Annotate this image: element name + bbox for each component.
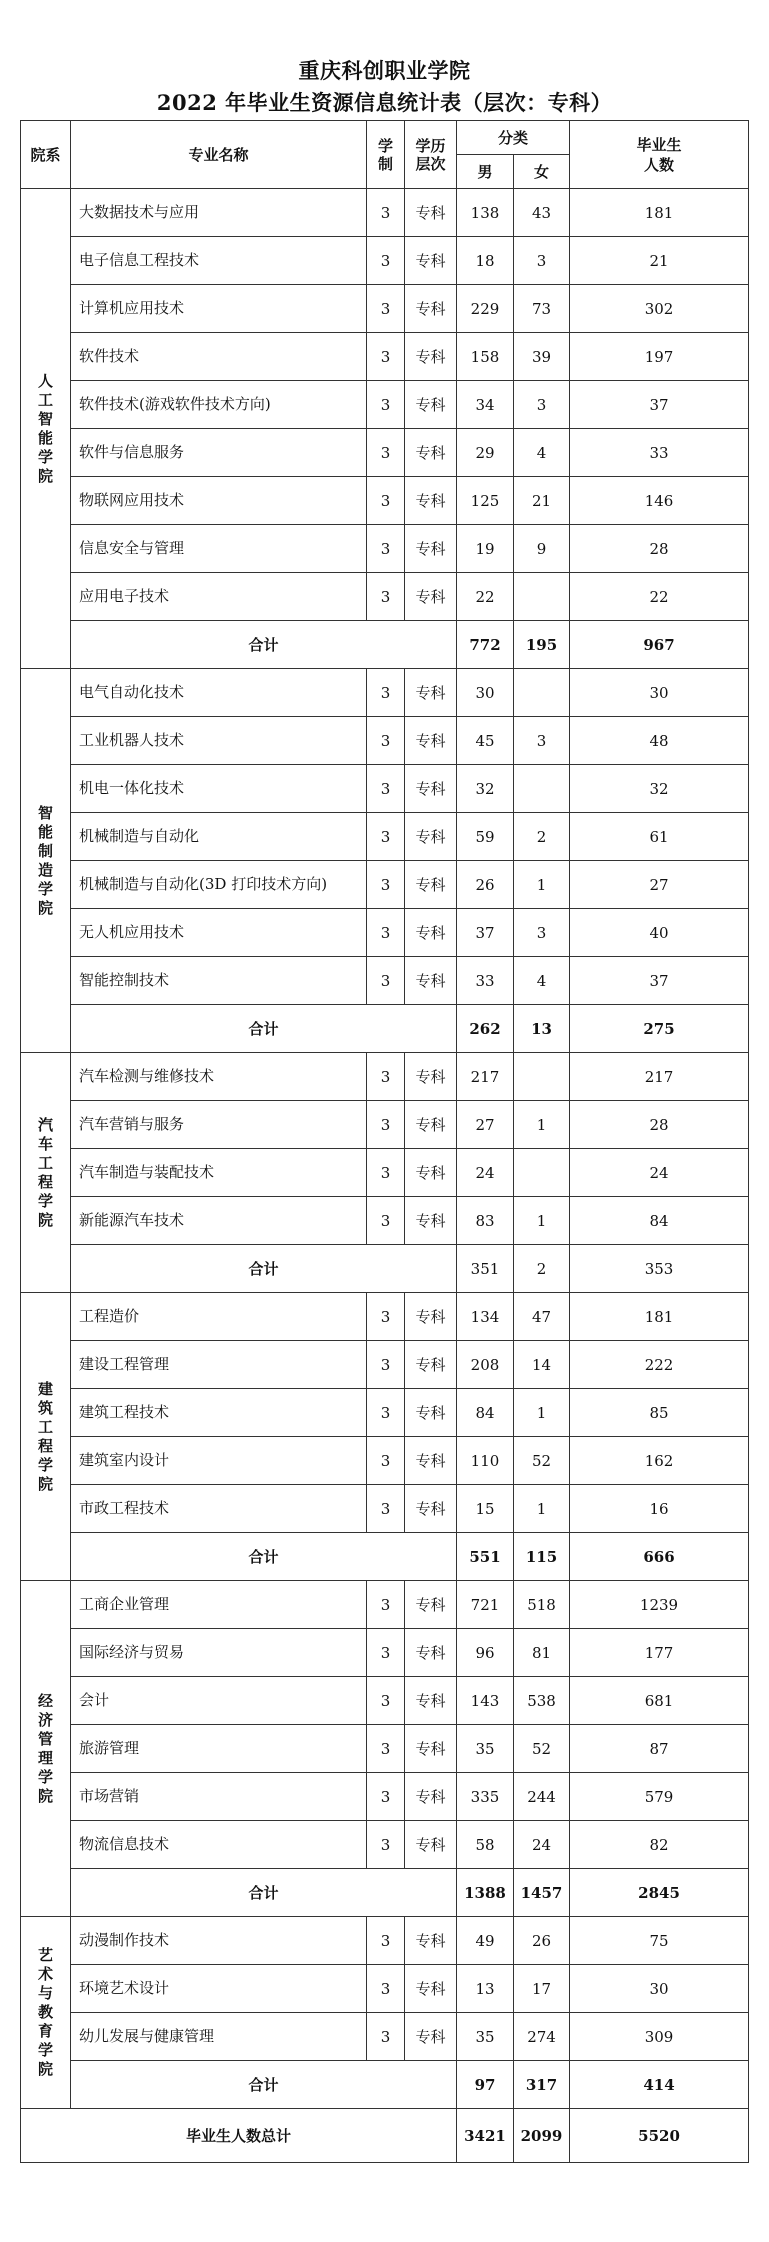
subtotal-male: 97 bbox=[457, 2061, 514, 2109]
male-count: 22 bbox=[457, 573, 514, 621]
subtotal-male: 551 bbox=[457, 1533, 514, 1581]
subtotal-male: 1388 bbox=[457, 1869, 514, 1917]
major-name: 大数据技术与应用 bbox=[71, 189, 367, 237]
years-cell: 3 bbox=[367, 1725, 405, 1773]
major-name: 会计 bbox=[71, 1677, 367, 1725]
level-cell: 专科 bbox=[405, 333, 457, 381]
female-count: 26 bbox=[514, 1917, 570, 1965]
years-cell: 3 bbox=[367, 285, 405, 333]
header-female: 女 bbox=[514, 155, 570, 189]
total-count: 28 bbox=[570, 525, 749, 573]
grand-total-total: 5520 bbox=[570, 2109, 749, 2163]
major-name: 智能控制技术 bbox=[71, 957, 367, 1005]
major-name: 电子信息工程技术 bbox=[71, 237, 367, 285]
female-count: 17 bbox=[514, 1965, 570, 2013]
table-row bbox=[21, 957, 749, 1005]
dept-name: 艺术与教育学院 bbox=[37, 1946, 53, 2078]
female-count: 39 bbox=[514, 333, 570, 381]
total-count: 177 bbox=[570, 1629, 749, 1677]
table-body bbox=[21, 189, 749, 2163]
level-cell: 专科 bbox=[405, 669, 457, 717]
female-count: 52 bbox=[514, 1437, 570, 1485]
major-name: 市场营销 bbox=[71, 1773, 367, 1821]
major-name: 机电一体化技术 bbox=[71, 765, 367, 813]
total-count: 162 bbox=[570, 1437, 749, 1485]
major-name: 环境艺术设计 bbox=[71, 1965, 367, 2013]
title-block bbox=[20, 55, 749, 119]
grand-total-female: 2099 bbox=[514, 2109, 570, 2163]
male-count: 35 bbox=[457, 2013, 514, 2061]
major-name: 旅游管理 bbox=[71, 1725, 367, 1773]
dept-name-cell bbox=[21, 1053, 71, 1293]
male-count: 35 bbox=[457, 1725, 514, 1773]
total-count: 21 bbox=[570, 237, 749, 285]
table-row bbox=[21, 1389, 749, 1437]
major-name: 软件技术(游戏软件技术方向) bbox=[71, 381, 367, 429]
major-name: 软件技术 bbox=[71, 333, 367, 381]
major-name: 汽车制造与装配技术 bbox=[71, 1149, 367, 1197]
major-name: 工业机器人技术 bbox=[71, 717, 367, 765]
female-count: 9 bbox=[514, 525, 570, 573]
male-count: 33 bbox=[457, 957, 514, 1005]
subtotal-total: 353 bbox=[570, 1245, 749, 1293]
total-count: 28 bbox=[570, 1101, 749, 1149]
female-count: 538 bbox=[514, 1677, 570, 1725]
level-cell: 专科 bbox=[405, 429, 457, 477]
total-count: 302 bbox=[570, 285, 749, 333]
female-count: 24 bbox=[514, 1821, 570, 1869]
table-row bbox=[21, 1341, 749, 1389]
female-count: 518 bbox=[514, 1581, 570, 1629]
male-count: 83 bbox=[457, 1197, 514, 1245]
total-count: 24 bbox=[570, 1149, 749, 1197]
female-count bbox=[514, 1053, 570, 1101]
level-cell: 专科 bbox=[405, 813, 457, 861]
total-count: 37 bbox=[570, 381, 749, 429]
female-count: 3 bbox=[514, 909, 570, 957]
years-cell: 3 bbox=[367, 1773, 405, 1821]
table-row bbox=[21, 813, 749, 861]
level-cell: 专科 bbox=[405, 1437, 457, 1485]
total-count: 22 bbox=[570, 573, 749, 621]
table-row bbox=[21, 189, 749, 237]
dept-name: 经济管理学院 bbox=[37, 1691, 53, 1805]
graduate-stats-table bbox=[20, 120, 749, 2163]
level-cell: 专科 bbox=[405, 237, 457, 285]
level-cell: 专科 bbox=[405, 765, 457, 813]
school-title: 重庆科创职业学院 bbox=[298, 58, 471, 83]
female-count: 3 bbox=[514, 717, 570, 765]
dept-name: 智能制造学院 bbox=[37, 803, 53, 917]
total-count: 75 bbox=[570, 1917, 749, 1965]
major-name: 建设工程管理 bbox=[71, 1341, 367, 1389]
female-count: 4 bbox=[514, 429, 570, 477]
subtotal-male: 351 bbox=[457, 1245, 514, 1293]
total-count: 181 bbox=[570, 1293, 749, 1341]
level-cell: 专科 bbox=[405, 1725, 457, 1773]
male-count: 45 bbox=[457, 717, 514, 765]
table-row bbox=[21, 909, 749, 957]
subtotal-label: 合计 bbox=[71, 1005, 457, 1053]
dept-name-cell bbox=[21, 189, 71, 669]
level-cell: 专科 bbox=[405, 1773, 457, 1821]
male-count: 19 bbox=[457, 525, 514, 573]
total-count: 217 bbox=[570, 1053, 749, 1101]
level-cell: 专科 bbox=[405, 1197, 457, 1245]
level-cell: 专科 bbox=[405, 381, 457, 429]
male-count: 134 bbox=[457, 1293, 514, 1341]
years-cell: 3 bbox=[367, 333, 405, 381]
years-cell: 3 bbox=[367, 573, 405, 621]
major-name: 汽车营销与服务 bbox=[71, 1101, 367, 1149]
years-cell: 3 bbox=[367, 1485, 405, 1533]
years-cell: 3 bbox=[367, 1965, 405, 2013]
level-cell: 专科 bbox=[405, 909, 457, 957]
total-count: 40 bbox=[570, 909, 749, 957]
male-count: 13 bbox=[457, 1965, 514, 2013]
total-count: 146 bbox=[570, 477, 749, 525]
level-cell: 专科 bbox=[405, 1389, 457, 1437]
subtotal-total: 967 bbox=[570, 621, 749, 669]
table-row bbox=[21, 333, 749, 381]
table-row bbox=[21, 861, 749, 909]
male-count: 208 bbox=[457, 1341, 514, 1389]
level-cell: 专科 bbox=[405, 477, 457, 525]
male-count: 110 bbox=[457, 1437, 514, 1485]
dept-name-cell bbox=[21, 1293, 71, 1581]
table-row bbox=[21, 429, 749, 477]
level-cell: 专科 bbox=[405, 717, 457, 765]
years-cell: 3 bbox=[367, 1917, 405, 1965]
total-count: 32 bbox=[570, 765, 749, 813]
table-row bbox=[21, 237, 749, 285]
major-name: 国际经济与贸易 bbox=[71, 1629, 367, 1677]
male-count: 27 bbox=[457, 1101, 514, 1149]
header-level: 学历层次 bbox=[405, 121, 457, 189]
subtotal-row bbox=[21, 1245, 749, 1293]
major-name: 建筑工程技术 bbox=[71, 1389, 367, 1437]
total-count: 579 bbox=[570, 1773, 749, 1821]
major-name: 工商企业管理 bbox=[71, 1581, 367, 1629]
female-count: 21 bbox=[514, 477, 570, 525]
male-count: 15 bbox=[457, 1485, 514, 1533]
subtotal-total: 275 bbox=[570, 1005, 749, 1053]
years-cell: 3 bbox=[367, 1341, 405, 1389]
total-count: 85 bbox=[570, 1389, 749, 1437]
female-count: 3 bbox=[514, 381, 570, 429]
total-count: 16 bbox=[570, 1485, 749, 1533]
female-count: 274 bbox=[514, 2013, 570, 2061]
major-name: 新能源汽车技术 bbox=[71, 1197, 367, 1245]
years-cell: 3 bbox=[367, 1677, 405, 1725]
female-count: 4 bbox=[514, 957, 570, 1005]
total-count: 1239 bbox=[570, 1581, 749, 1629]
table-row bbox=[21, 2013, 749, 2061]
subtotal-label: 合计 bbox=[71, 2061, 457, 2109]
years-cell: 3 bbox=[367, 1053, 405, 1101]
total-count: 87 bbox=[570, 1725, 749, 1773]
subtotal-total: 414 bbox=[570, 2061, 749, 2109]
table-row bbox=[21, 1629, 749, 1677]
total-count: 84 bbox=[570, 1197, 749, 1245]
female-count: 14 bbox=[514, 1341, 570, 1389]
major-name: 物联网应用技术 bbox=[71, 477, 367, 525]
male-count: 29 bbox=[457, 429, 514, 477]
level-cell: 专科 bbox=[405, 1101, 457, 1149]
table-row bbox=[21, 525, 749, 573]
years-cell: 3 bbox=[367, 1821, 405, 1869]
male-count: 138 bbox=[457, 189, 514, 237]
female-count bbox=[514, 1149, 570, 1197]
table-row bbox=[21, 1917, 749, 1965]
subtotal-female: 195 bbox=[514, 621, 570, 669]
subtotal-row bbox=[21, 2061, 749, 2109]
female-count: 1 bbox=[514, 1197, 570, 1245]
table-row bbox=[21, 1821, 749, 1869]
male-count: 158 bbox=[457, 333, 514, 381]
subtotal-row bbox=[21, 1869, 749, 1917]
male-count: 229 bbox=[457, 285, 514, 333]
total-count: 181 bbox=[570, 189, 749, 237]
total-count: 61 bbox=[570, 813, 749, 861]
grand-total-row bbox=[21, 2109, 749, 2163]
major-name: 汽车检测与维修技术 bbox=[71, 1053, 367, 1101]
header-dept: 院系 bbox=[21, 121, 71, 189]
table-row bbox=[21, 717, 749, 765]
table-row bbox=[21, 573, 749, 621]
table-row bbox=[21, 1773, 749, 1821]
male-count: 24 bbox=[457, 1149, 514, 1197]
subtotal-total: 666 bbox=[570, 1533, 749, 1581]
male-count: 49 bbox=[457, 1917, 514, 1965]
female-count: 244 bbox=[514, 1773, 570, 1821]
table-row bbox=[21, 1053, 749, 1101]
subtotal-female: 13 bbox=[514, 1005, 570, 1053]
major-name: 机械制造与自动化(3D 打印技术方向) bbox=[71, 861, 367, 909]
subtotal-female: 115 bbox=[514, 1533, 570, 1581]
major-name: 应用电子技术 bbox=[71, 573, 367, 621]
major-name: 动漫制作技术 bbox=[71, 1917, 367, 1965]
major-name: 建筑室内设计 bbox=[71, 1437, 367, 1485]
major-name: 市政工程技术 bbox=[71, 1485, 367, 1533]
years-cell: 3 bbox=[367, 957, 405, 1005]
level-cell: 专科 bbox=[405, 1629, 457, 1677]
total-count: 27 bbox=[570, 861, 749, 909]
dept-name-cell bbox=[21, 1581, 71, 1917]
years-cell: 3 bbox=[367, 669, 405, 717]
dept-name-cell bbox=[21, 669, 71, 1053]
dept-name: 人工智能学院 bbox=[37, 371, 53, 485]
dept-name: 建筑工程学院 bbox=[37, 1379, 53, 1493]
male-count: 30 bbox=[457, 669, 514, 717]
subtotal-label: 合计 bbox=[71, 1245, 457, 1293]
male-count: 217 bbox=[457, 1053, 514, 1101]
table-row bbox=[21, 669, 749, 717]
header-major: 专业名称 bbox=[71, 121, 367, 189]
years-cell: 3 bbox=[367, 1101, 405, 1149]
male-count: 34 bbox=[457, 381, 514, 429]
male-count: 59 bbox=[457, 813, 514, 861]
female-count bbox=[514, 765, 570, 813]
grand-total-male: 3421 bbox=[457, 2109, 514, 2163]
header-category: 分类 bbox=[457, 121, 570, 155]
female-count bbox=[514, 573, 570, 621]
table-title: 2022 年毕业生资源信息统计表（层次：专科） bbox=[156, 90, 613, 115]
female-count: 81 bbox=[514, 1629, 570, 1677]
subtotal-label: 合计 bbox=[71, 1869, 457, 1917]
female-count: 1 bbox=[514, 861, 570, 909]
level-cell: 专科 bbox=[405, 1965, 457, 2013]
header-male: 男 bbox=[457, 155, 514, 189]
table-row bbox=[21, 1725, 749, 1773]
subtotal-male: 772 bbox=[457, 621, 514, 669]
total-count: 48 bbox=[570, 717, 749, 765]
table-row bbox=[21, 1149, 749, 1197]
total-count: 82 bbox=[570, 1821, 749, 1869]
level-cell: 专科 bbox=[405, 2013, 457, 2061]
level-cell: 专科 bbox=[405, 189, 457, 237]
years-cell: 3 bbox=[367, 477, 405, 525]
level-cell: 专科 bbox=[405, 1053, 457, 1101]
level-cell: 专科 bbox=[405, 1149, 457, 1197]
total-count: 33 bbox=[570, 429, 749, 477]
female-count: 73 bbox=[514, 285, 570, 333]
female-count: 3 bbox=[514, 237, 570, 285]
male-count: 335 bbox=[457, 1773, 514, 1821]
table-row bbox=[21, 381, 749, 429]
years-cell: 3 bbox=[367, 1629, 405, 1677]
male-count: 125 bbox=[457, 477, 514, 525]
grand-total-label: 毕业生人数总计 bbox=[21, 2109, 457, 2163]
header-graduates: 毕业生人数 bbox=[570, 121, 749, 189]
total-count: 309 bbox=[570, 2013, 749, 2061]
table-row bbox=[21, 1581, 749, 1629]
subtotal-female: 317 bbox=[514, 2061, 570, 2109]
male-count: 26 bbox=[457, 861, 514, 909]
female-count: 2 bbox=[514, 813, 570, 861]
level-cell: 专科 bbox=[405, 1581, 457, 1629]
years-cell: 3 bbox=[367, 189, 405, 237]
male-count: 18 bbox=[457, 237, 514, 285]
male-count: 58 bbox=[457, 1821, 514, 1869]
subtotal-label: 合计 bbox=[71, 1533, 457, 1581]
subtotal-female: 1457 bbox=[514, 1869, 570, 1917]
major-name: 信息安全与管理 bbox=[71, 525, 367, 573]
female-count: 43 bbox=[514, 189, 570, 237]
total-count: 222 bbox=[570, 1341, 749, 1389]
male-count: 84 bbox=[457, 1389, 514, 1437]
total-count: 681 bbox=[570, 1677, 749, 1725]
major-name: 工程造价 bbox=[71, 1293, 367, 1341]
years-cell: 3 bbox=[367, 381, 405, 429]
female-count bbox=[514, 669, 570, 717]
male-count: 143 bbox=[457, 1677, 514, 1725]
years-cell: 3 bbox=[367, 909, 405, 957]
table-row bbox=[21, 1197, 749, 1245]
years-cell: 3 bbox=[367, 717, 405, 765]
header-years: 学制 bbox=[367, 121, 405, 189]
table-row bbox=[21, 1485, 749, 1533]
female-count: 1 bbox=[514, 1485, 570, 1533]
total-count: 30 bbox=[570, 1965, 749, 2013]
years-cell: 3 bbox=[367, 237, 405, 285]
table-row bbox=[21, 765, 749, 813]
subtotal-row bbox=[21, 1005, 749, 1053]
subtotal-row bbox=[21, 621, 749, 669]
female-count: 1 bbox=[514, 1389, 570, 1437]
level-cell: 专科 bbox=[405, 861, 457, 909]
level-cell: 专科 bbox=[405, 1293, 457, 1341]
level-cell: 专科 bbox=[405, 1677, 457, 1725]
male-count: 96 bbox=[457, 1629, 514, 1677]
table-row bbox=[21, 477, 749, 525]
major-name: 物流信息技术 bbox=[71, 1821, 367, 1869]
table-row bbox=[21, 1293, 749, 1341]
years-cell: 3 bbox=[367, 1437, 405, 1485]
level-cell: 专科 bbox=[405, 1917, 457, 1965]
level-cell: 专科 bbox=[405, 285, 457, 333]
years-cell: 3 bbox=[367, 525, 405, 573]
major-name: 机械制造与自动化 bbox=[71, 813, 367, 861]
male-count: 32 bbox=[457, 765, 514, 813]
years-cell: 3 bbox=[367, 1197, 405, 1245]
level-cell: 专科 bbox=[405, 957, 457, 1005]
table-row bbox=[21, 1437, 749, 1485]
level-cell: 专科 bbox=[405, 1485, 457, 1533]
dept-name-cell bbox=[21, 1917, 71, 2109]
major-name: 电气自动化技术 bbox=[71, 669, 367, 717]
table-row bbox=[21, 285, 749, 333]
female-count: 1 bbox=[514, 1101, 570, 1149]
dept-name: 汽车工程学院 bbox=[37, 1115, 53, 1229]
years-cell: 3 bbox=[367, 861, 405, 909]
female-count: 52 bbox=[514, 1725, 570, 1773]
level-cell: 专科 bbox=[405, 1821, 457, 1869]
subtotal-row bbox=[21, 1533, 749, 1581]
years-cell: 3 bbox=[367, 1581, 405, 1629]
years-cell: 3 bbox=[367, 765, 405, 813]
level-cell: 专科 bbox=[405, 525, 457, 573]
subtotal-male: 262 bbox=[457, 1005, 514, 1053]
major-name: 幼儿发展与健康管理 bbox=[71, 2013, 367, 2061]
years-cell: 3 bbox=[367, 1149, 405, 1197]
table-header bbox=[21, 121, 749, 189]
female-count: 47 bbox=[514, 1293, 570, 1341]
table-row bbox=[21, 1965, 749, 2013]
total-count: 30 bbox=[570, 669, 749, 717]
years-cell: 3 bbox=[367, 429, 405, 477]
years-cell: 3 bbox=[367, 813, 405, 861]
major-name: 软件与信息服务 bbox=[71, 429, 367, 477]
level-cell: 专科 bbox=[405, 573, 457, 621]
table-row bbox=[21, 1677, 749, 1725]
years-cell: 3 bbox=[367, 1389, 405, 1437]
total-count: 37 bbox=[570, 957, 749, 1005]
major-name: 无人机应用技术 bbox=[71, 909, 367, 957]
subtotal-total: 2845 bbox=[570, 1869, 749, 1917]
years-cell: 3 bbox=[367, 2013, 405, 2061]
subtotal-label: 合计 bbox=[71, 621, 457, 669]
level-cell: 专科 bbox=[405, 1341, 457, 1389]
male-count: 721 bbox=[457, 1581, 514, 1629]
years-cell: 3 bbox=[367, 1293, 405, 1341]
total-count: 197 bbox=[570, 333, 749, 381]
male-count: 37 bbox=[457, 909, 514, 957]
subtotal-female: 2 bbox=[514, 1245, 570, 1293]
major-name: 计算机应用技术 bbox=[71, 285, 367, 333]
table-row bbox=[21, 1101, 749, 1149]
